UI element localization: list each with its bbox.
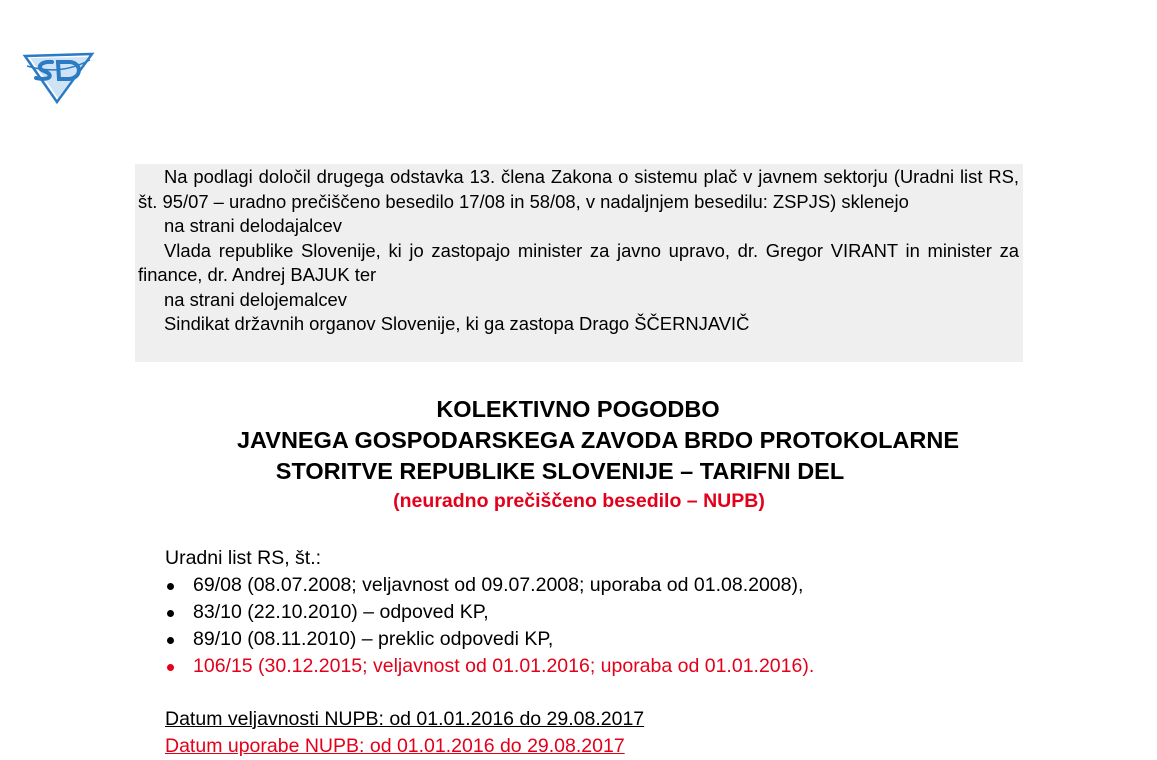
gazette-item <box>165 572 814 599</box>
title-line-3: STORITVE REPUBLIKE SLOVENIJE – TARIFNI DEL <box>275 458 845 484</box>
gazette-item-text: 89/10 (08.11.2010) – preklic odpovedi KP, <box>193 628 554 650</box>
gazette-item-text: 83/10 (22.10.2010) – odpoved KP, <box>193 601 489 623</box>
title-line-2: JAVNEGA GOSPODARSKEGA ZAVODA BRDO PROTOKOLARNE <box>236 427 960 453</box>
title-line-1: KOLEKTIVNO POGODBO <box>436 396 720 422</box>
bullet-icon <box>167 664 174 671</box>
intro-paragraph: na strani delodajalcev <box>164 215 342 236</box>
gazette-heading: Uradni list RS, št.: <box>165 547 322 569</box>
intro-paragraph: Na podlagi določil drugega odstavka 13. člena Zakona o sistemu plač v javnem sektorju (Uradni list RS, št. 95/07 – uradno prečiščeno besedilo 17/08 in 58/08, v nadaljnjem besedilu: ZSPJS) sklenejo <box>138 166 1019 212</box>
usage-date: Datum uporabe NUPB: od 01.01.2016 do 29.08.2017 <box>165 735 625 757</box>
gazette-item <box>165 626 814 653</box>
intro-block <box>135 164 1023 362</box>
title-subtitle: (neuradno prečiščeno besedilo – NUPB) <box>393 490 765 512</box>
validity-date: Datum veljavnosti NUPB: od 01.01.2016 do 29.08.2017 <box>165 708 645 730</box>
gazette-item-text: 106/15 (30.12.2015; veljavnost od 01.01.2016; uporaba od 01.01.2016). <box>193 655 815 677</box>
intro-paragraph: Sindikat državnih organov Slovenije, ki ga zastopa Drago ŠČERNJAVIČ <box>164 313 750 334</box>
gazette-list <box>165 545 814 680</box>
document-title <box>135 394 1061 516</box>
gazette-item <box>165 653 814 680</box>
bullet-icon <box>167 583 174 590</box>
intro-paragraph: na strani delojemalcev <box>164 288 347 310</box>
validity-block <box>165 706 644 760</box>
sd-logo-icon <box>22 48 96 104</box>
bullet-icon <box>167 610 174 617</box>
intro-paragraph: Vlada republike Slovenije, ki jo zastopajo minister za javno upravo, dr. Gregor VIRANT in minister za finance, dr. Andrej BAJUK ter <box>138 239 1019 285</box>
gazette-item-text: 69/08 (08.07.2008; veljavnost od 09.07.2008; uporaba od 01.08.2008), <box>193 574 804 596</box>
gazette-item <box>165 599 814 626</box>
bullet-icon <box>167 637 174 644</box>
